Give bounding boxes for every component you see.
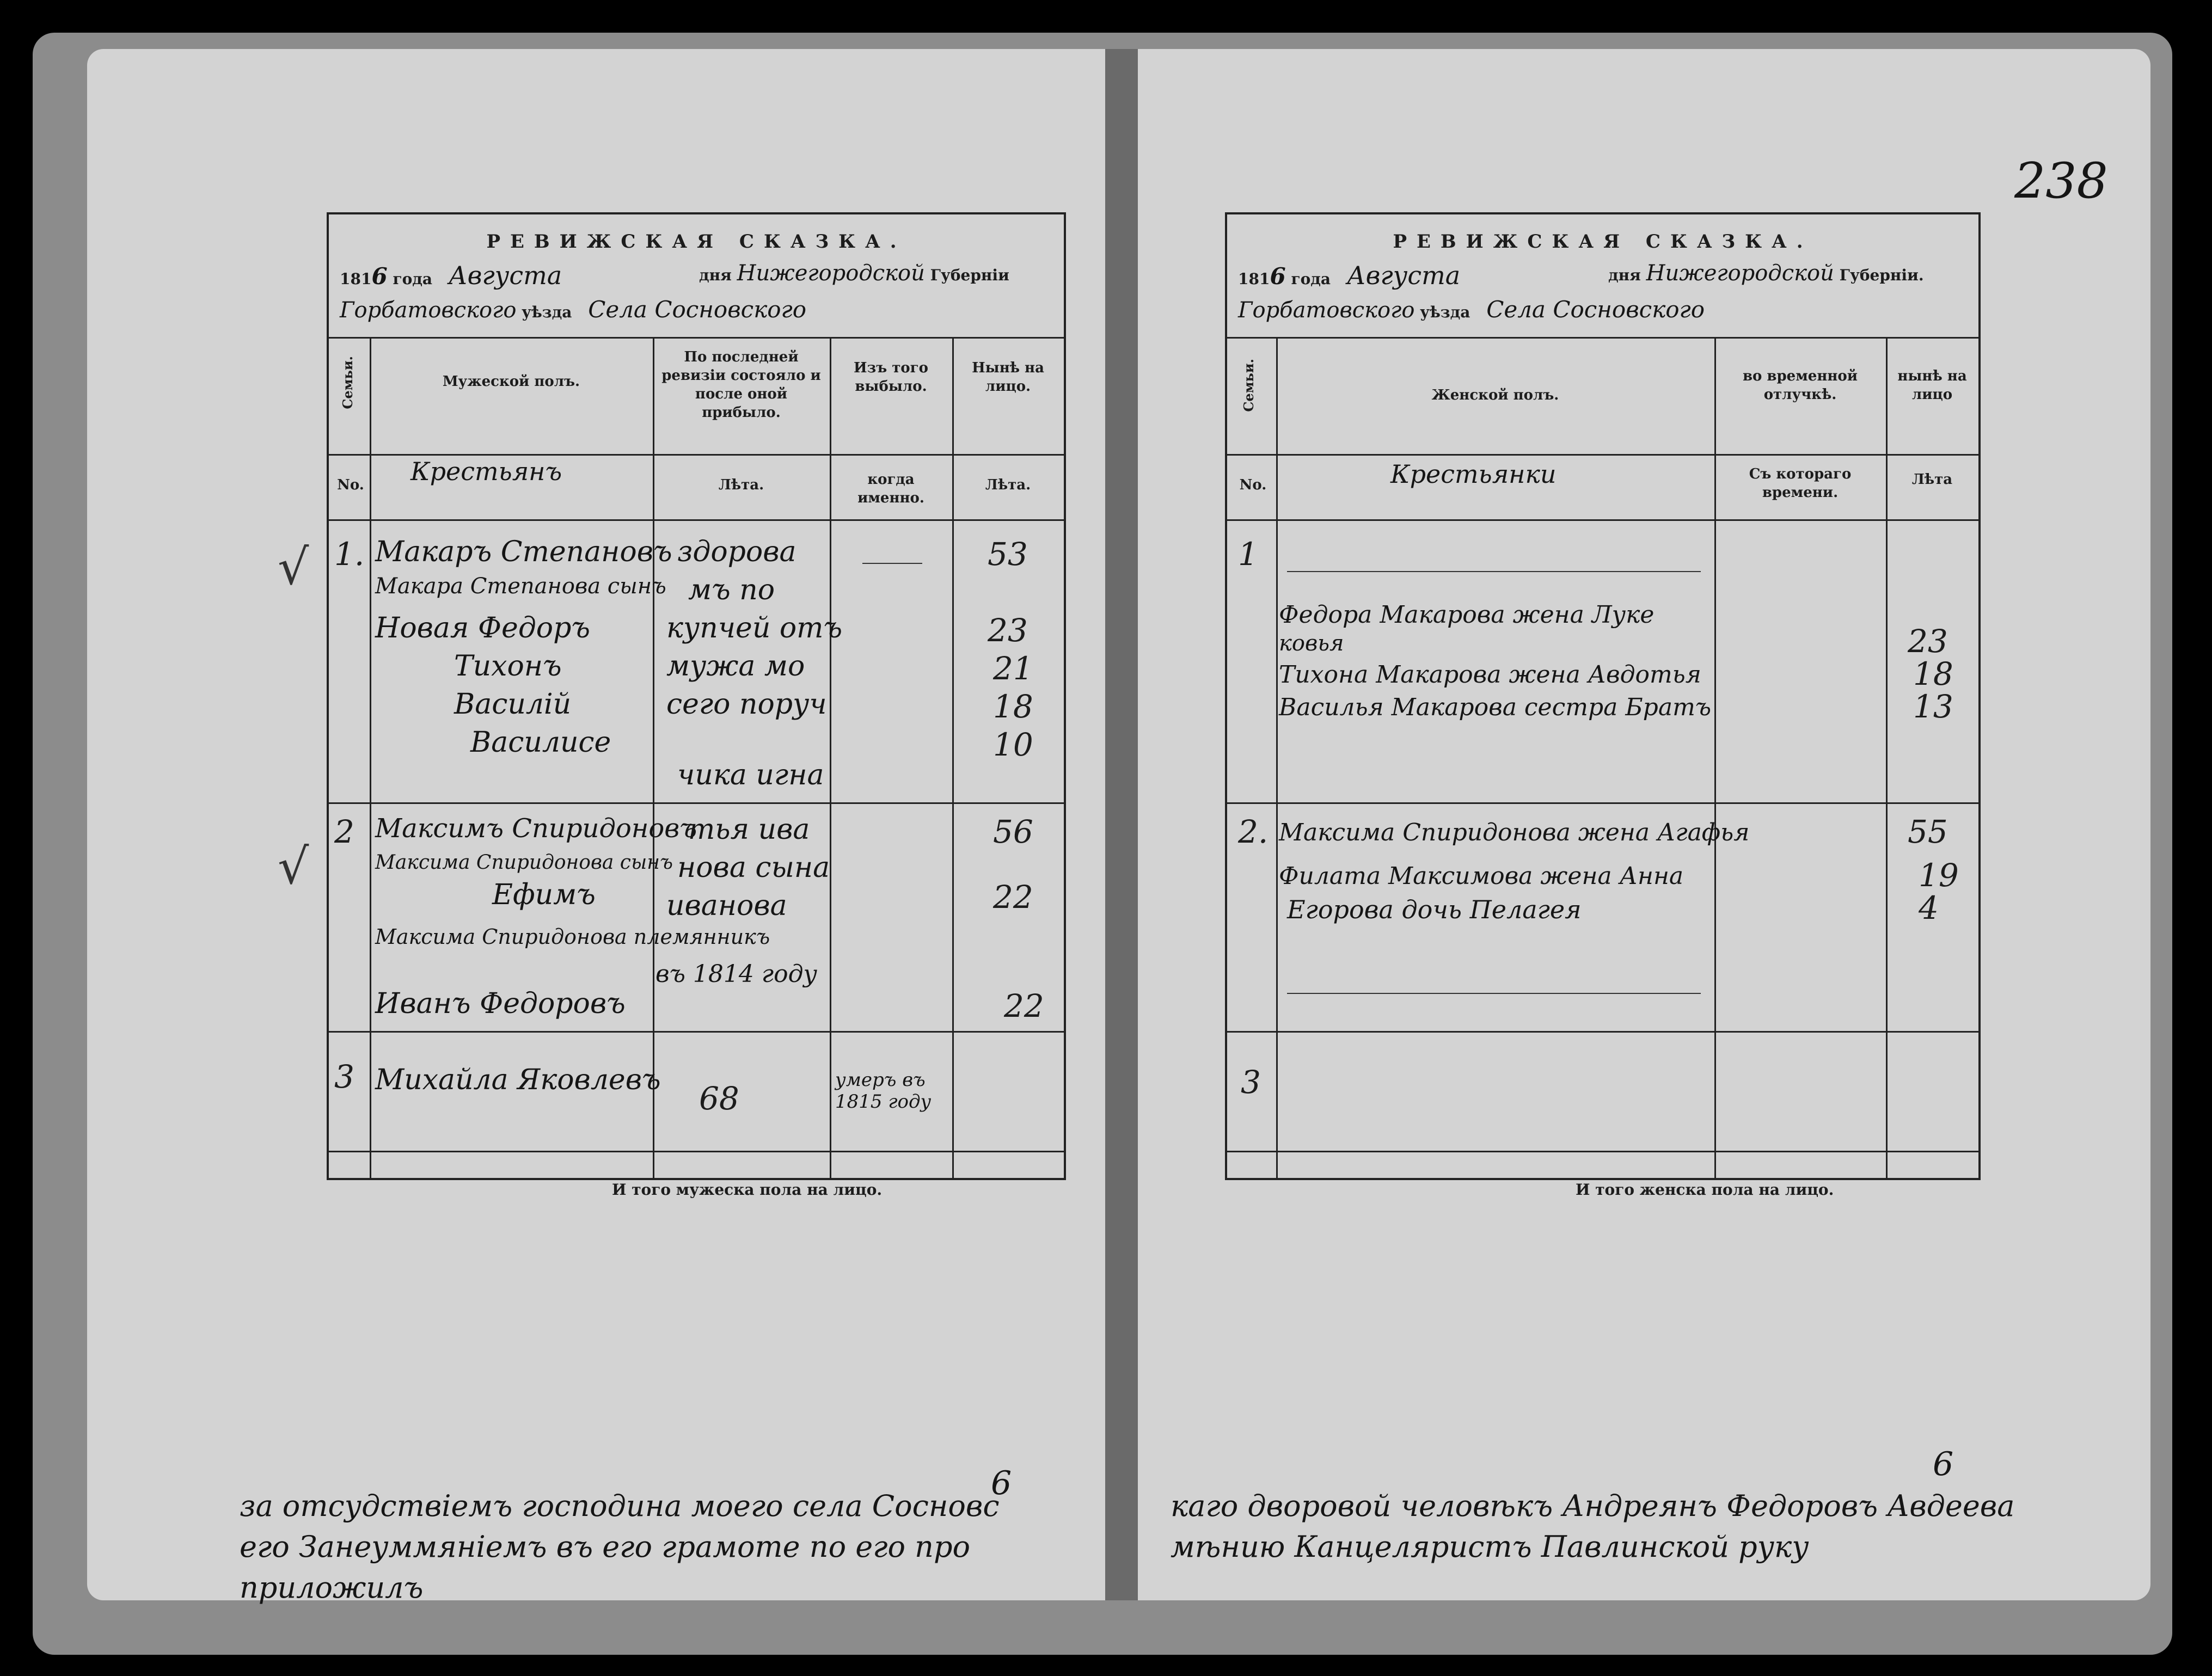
row-name: ковья: [1279, 631, 1344, 656]
form-date-line: 1816 года Августа: [340, 261, 562, 290]
check-mark: √: [278, 539, 309, 596]
form-district-line: Горбатовского уѣзда Села Сосновского: [1238, 296, 1705, 323]
note-line: приложилъ: [240, 1570, 424, 1605]
form-province-line: дня Нижегородской Губерніи: [699, 261, 1009, 286]
footer-total-hand: 6: [1933, 1445, 1954, 1483]
row-name: Егорова дочь Пелагея: [1287, 895, 1582, 924]
row-remark: купчей отъ: [666, 612, 843, 644]
row-name: Иванъ Федоровъ: [375, 987, 626, 1020]
row-years: 23: [988, 612, 1028, 649]
form-title: РЕВИЖСКАЯ СКАЗКА.: [1393, 231, 1813, 253]
row-name: Максима Спиридонова сынъ: [375, 851, 673, 874]
row-years: 23: [1908, 623, 1948, 660]
rule: [653, 337, 654, 1178]
col-family: Семьи.: [340, 356, 356, 409]
row-name: Филата Максимова жена Анна: [1279, 862, 1684, 890]
row-name: Тихона Макарова жена Авдотья: [1279, 661, 1701, 689]
estate-label: Крестьянки: [1390, 459, 1557, 489]
rule: [1227, 1031, 1978, 1033]
rule: [329, 1031, 1064, 1033]
row-years: 10: [993, 726, 1033, 763]
left-revision-form: [327, 212, 1066, 1199]
row-years: 18: [993, 688, 1033, 725]
row-no: 1: [1238, 536, 1258, 573]
row-name: Василисе: [470, 726, 611, 759]
form-province-line: дня Нижегородской Губерніи.: [1608, 261, 1924, 286]
col-years-1: Лѣта.: [718, 477, 764, 493]
row-name: Максима Спиридонова жена Агафья: [1279, 819, 1750, 846]
estate-label: Крестьянъ: [410, 457, 562, 486]
form-title: РЕВИЖСКАЯ СКАЗКА.: [486, 231, 906, 253]
right-revision-form: [1225, 212, 1981, 1199]
dash: [1287, 993, 1701, 994]
col-male: Мужеской полъ.: [442, 373, 580, 390]
dash: [862, 563, 922, 564]
row-years: 18: [1913, 655, 1953, 692]
col-years-2: Лѣта.: [985, 477, 1031, 493]
row-remark: тья ива: [688, 813, 810, 846]
row-years: 19: [1919, 857, 1959, 894]
row-name: Федора Макарова жена Луке: [1279, 601, 1655, 629]
col-departed: Изъ того выбыло.: [854, 360, 928, 395]
row-remark: мъ по: [688, 574, 775, 606]
row-departed: умеръ въ 1815 году: [835, 1069, 932, 1113]
row-remark: мужа мо: [666, 650, 805, 683]
male-total-label: И того мужеска пола на лицо.: [612, 1181, 883, 1199]
note-line: мѣнию Канцеляристъ Павлинской руку: [1171, 1530, 1809, 1564]
row-no: 2: [334, 813, 354, 850]
row-name: Максима Спиридонова племянникъ: [375, 925, 770, 949]
note-line: за отсудствіемъ господина моего села Сосновс: [240, 1489, 1000, 1523]
row-no: 2.: [1238, 813, 1269, 850]
row-no: 3: [1241, 1064, 1261, 1101]
row-remark: сего поруч: [666, 688, 827, 721]
col-no: No.: [337, 477, 364, 493]
row-years: 13: [1913, 688, 1953, 725]
col-present: Нынѣ на лицо.: [972, 360, 1044, 395]
row-remark: здорова: [677, 536, 796, 568]
col-last-revision: По последней ревизіи состояло и после оной прибыло.: [661, 349, 821, 421]
rule: [830, 337, 831, 1178]
row-no: 3: [334, 1058, 354, 1095]
row-name: Михайла Яковлевъ: [375, 1064, 661, 1096]
col-female: Женской полъ.: [1431, 387, 1559, 403]
rule: [329, 1151, 1064, 1152]
col-family: Семьи.: [1241, 359, 1257, 412]
row-years: 4: [1919, 889, 1939, 926]
rule: [952, 337, 954, 1178]
row-name: Максимъ Спиридоновъ: [375, 813, 697, 844]
note-line: каго дворовой человѣкъ Андреянъ Федоровъ Авдеева: [1171, 1489, 2015, 1523]
rule: [1714, 337, 1716, 1178]
row-remark: чика игна: [677, 759, 824, 791]
rule: [1886, 337, 1888, 1178]
row-name: Макаръ Степановъ: [375, 536, 672, 568]
rule: [1227, 802, 1978, 804]
folio-number: 238: [2014, 152, 2108, 210]
col-since: Съ котораго времени.: [1749, 466, 1852, 501]
rule: [329, 802, 1064, 804]
row-last-revision: 68: [699, 1080, 739, 1117]
rule: [1227, 1151, 1978, 1152]
row-remark: въ 1814 году: [655, 960, 818, 988]
row-name: Тихонъ: [454, 650, 562, 683]
col-years: Лѣта: [1911, 471, 1953, 488]
row-years: 55: [1908, 813, 1948, 850]
col-present: нынѣ на лицо: [1897, 368, 1967, 403]
row-years: 22: [1004, 987, 1044, 1024]
row-name: Василій: [454, 688, 572, 721]
check-mark: √: [278, 838, 309, 895]
row-name: Новая Федоръ: [375, 612, 591, 644]
dash: [1287, 571, 1701, 572]
row-remark: нова сына: [677, 851, 830, 884]
row-years: 21: [993, 650, 1033, 687]
form-date-line: 1816 года Августа: [1238, 261, 1461, 290]
row-years: 56: [993, 813, 1033, 850]
footer-total-hand: 6: [991, 1464, 1012, 1502]
row-remark: иванова: [666, 889, 787, 922]
rule: [1276, 337, 1278, 1178]
rule: [370, 337, 371, 1178]
row-years: 53: [988, 536, 1028, 573]
col-no: No.: [1239, 477, 1267, 493]
rule: [1227, 337, 1978, 339]
col-when: когда именно.: [857, 471, 924, 506]
col-temp-absence: во временной отлучкѣ.: [1742, 368, 1858, 403]
row-no: 1.: [334, 536, 365, 573]
rule: [1227, 454, 1978, 456]
book-gutter: [1105, 49, 1138, 1600]
form-district-line: Горбатовского уѣзда Села Сосновского: [340, 296, 807, 323]
row-years: 22: [993, 879, 1033, 916]
note-line: его Занеуммяніемъ въ его грамоте по его про: [240, 1530, 971, 1564]
row-name: Ефимъ: [492, 879, 596, 911]
row-name: Макара Степанова сынъ: [375, 574, 666, 599]
row-name: Василья Макарова сестра Братъ: [1279, 693, 1712, 721]
rule: [1227, 519, 1978, 521]
female-total-label: И того женска пола на лицо.: [1576, 1181, 1834, 1199]
